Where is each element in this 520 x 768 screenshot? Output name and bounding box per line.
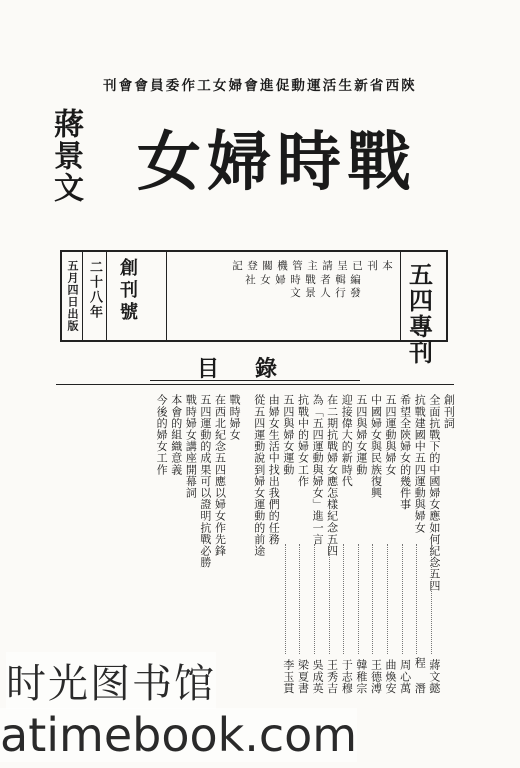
toc-entry[interactable] bbox=[250, 394, 265, 694]
toc-entry-title: 中國婦女與民族復興 bbox=[369, 394, 383, 499]
toc-entry-title: 五四運動與婦女 bbox=[384, 394, 398, 476]
toc-leader-dots bbox=[416, 544, 417, 654]
toc-entry-author: 曲煥安 bbox=[384, 659, 398, 694]
toc-entry-title: 從五四運動說到婦女運動的前途 bbox=[252, 394, 266, 557]
toc-entry-title: 抗戰中的婦女工作 bbox=[296, 394, 310, 487]
toc-entry-title: 全面抗戰下的中國婦女應如何紀念五四 bbox=[427, 394, 441, 592]
issue-date: 五月四日出版 bbox=[66, 260, 79, 332]
editorial-line: 本刊已呈請主管機關登記 bbox=[231, 260, 393, 274]
divider bbox=[82, 252, 83, 340]
toc-entry-author: 程 潛 bbox=[413, 657, 427, 694]
calligraphy-signature: 蔣景文 bbox=[48, 108, 83, 204]
masthead-title: 女婦時戰 bbox=[137, 125, 417, 200]
toc-rule bbox=[56, 384, 454, 385]
toc-entry-title: 創刊詞 bbox=[442, 394, 456, 429]
toc-entry-title: 戰時婦女 bbox=[228, 394, 242, 441]
toc-leader-dots bbox=[402, 544, 403, 654]
issue-info-box bbox=[60, 250, 448, 367]
toc-leader-dots bbox=[299, 544, 300, 654]
editorial-line: 發行人 景文 bbox=[289, 287, 361, 301]
toc-leader-dots bbox=[285, 544, 286, 654]
toc-leader-dots bbox=[372, 544, 373, 654]
toc-entry-title: 戰時婦女講座開幕詞 bbox=[184, 394, 198, 499]
toc-entry-title: 由婦女生活中找出我們的任務 bbox=[267, 394, 281, 545]
toc-entry-author: 周心萬 bbox=[398, 659, 412, 694]
watermark-url: atimebook.com bbox=[0, 708, 358, 762]
divider bbox=[166, 252, 167, 340]
toc-entry[interactable] bbox=[152, 394, 167, 694]
toc-entry-author: 于志穆 bbox=[340, 659, 354, 694]
toc-title: 目錄 bbox=[150, 352, 360, 381]
toc-entry-author: 王德溥 bbox=[369, 659, 383, 694]
toc-entry-author: 韓稚宗 bbox=[354, 659, 368, 694]
toc-entry-title: 五四與婦女運動 bbox=[281, 394, 295, 476]
toc-leader-dots bbox=[358, 544, 359, 654]
toc-entry-title: 本會的組織意義 bbox=[169, 394, 183, 476]
divider bbox=[400, 252, 401, 340]
toc-leader-dots bbox=[343, 544, 344, 654]
editorial-line: 編輯者 戰時婦女社 bbox=[244, 273, 361, 287]
toc-entry-author: 王秀吉 bbox=[325, 659, 339, 694]
toc-entry-title: 為「五四運動與婦女」進一言 bbox=[311, 394, 325, 545]
toc-leader-dots bbox=[431, 544, 432, 654]
toc-entry-title: 五四運動的成果可以證明抗戰必勝 bbox=[198, 394, 212, 568]
toc-entry-author: 吳成英 bbox=[311, 659, 325, 694]
issue-number: 二十八年 bbox=[87, 260, 102, 320]
toc-entry-title: 今後的婦女工作 bbox=[155, 394, 169, 476]
toc-entry-title: 抗戰建國中五四運動與婦女 bbox=[413, 394, 427, 534]
special-issue-label: 五四專刊 bbox=[409, 260, 435, 367]
toc-entry-author: 李玉貫 bbox=[281, 659, 295, 694]
issue-label: 創刊號 bbox=[117, 258, 138, 324]
toc-entry-title: 五四與婦女運動 bbox=[354, 394, 368, 476]
toc-entry-author: 蔣文懿 bbox=[427, 659, 441, 694]
divider bbox=[106, 252, 107, 340]
toc-list bbox=[152, 394, 454, 694]
toc-entry-title: 在西北紀念五四應以婦女作先鋒 bbox=[213, 394, 227, 557]
watermark-text: 时光图书馆 bbox=[6, 652, 216, 709]
toc-leader-dots bbox=[387, 544, 388, 654]
toc-entry-title: 迎接偉大的新時代 bbox=[340, 394, 354, 487]
toc-entry-title: 在二期抗戰婦女應怎樣紀念五四 bbox=[325, 394, 339, 557]
toc-entry-author: 梁夏書 bbox=[296, 659, 310, 694]
publisher-line: 刊會會員委作工女婦會進促動運活生新省西陝 bbox=[103, 78, 417, 94]
table-of-contents bbox=[56, 394, 454, 694]
toc-entry-title: 希望全陝婦女的幾件事 bbox=[398, 394, 412, 510]
toc-leader-dots bbox=[314, 544, 315, 654]
toc-leader-dots bbox=[329, 544, 330, 654]
watermark bbox=[0, 652, 520, 768]
